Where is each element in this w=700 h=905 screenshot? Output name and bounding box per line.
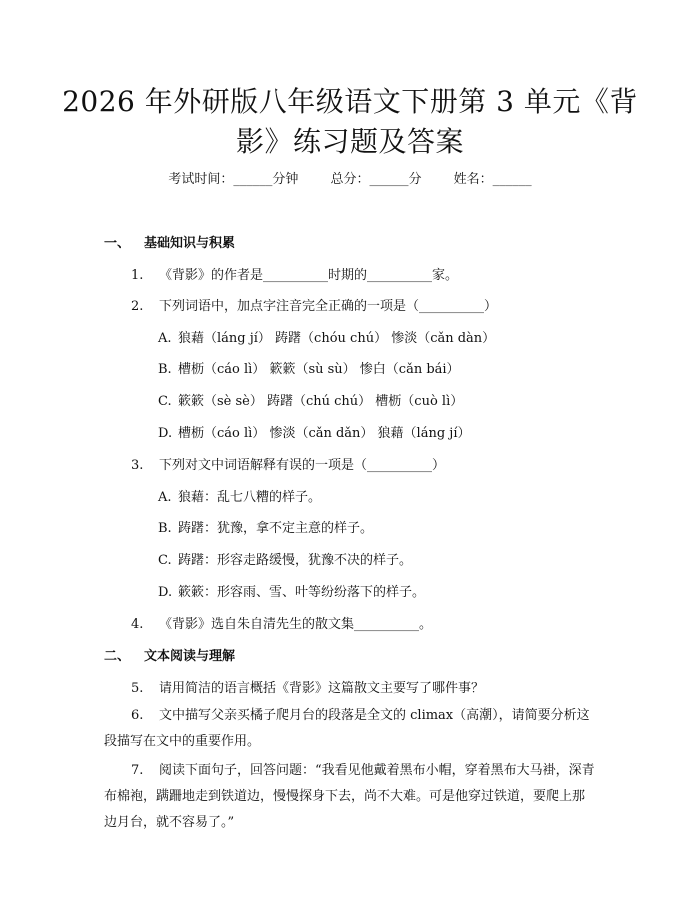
option-text: 踌躇：犹豫，拿不定主意的样子。 [178,521,374,536]
question-number: 3. [131,458,144,473]
question-text: 下列对文中词语解释有误的一项是（__________） [159,458,446,473]
question-4 [131,613,432,632]
section-heading-1 [104,232,235,251]
question-text: 阅读下面句子，回答问题：“我看见他戴着黑布小帽，穿着黑布大马褂，深青布棉袍，蹒跚地走到铁道边，慢慢探身下去，尚不大难。可是他穿过铁道，要爬上那边月台，就不容易了。” [104,763,595,830]
option-text: 簌簌（sè sè） 踌躇（chú chú） 槽枥（cuò lì） [178,394,464,409]
section-number: 二、 [104,649,131,664]
option-label: B. [158,521,172,536]
option-label: D. [158,426,173,441]
exam-score: 总分：______分 [330,172,422,187]
exam-name: 姓名：______ [453,172,532,187]
option-text: 簌簌：形容雨、雪、叶等纷纷落下的样子。 [178,585,426,600]
question-3 [131,454,445,473]
option-text: 槽枥（cáo lì） 惨淡（cǎn dǎn） 狼藉（láng jí） [178,426,471,441]
option-text: 槽枥（cáo lì） 簌簌（sù sù） 惨白（cǎn bái） [178,362,460,377]
question-number: 5. [131,681,144,696]
option-3a [158,486,321,505]
question-text: 《背影》选自朱自清先生的散文集__________。 [159,617,433,632]
question-text: 《背影》的作者是__________时期的__________家。 [159,268,459,283]
option-2a [158,327,495,346]
question-1 [131,264,458,283]
exam-meta [0,168,700,187]
option-label: D. [158,585,173,600]
option-label: A. [158,490,172,505]
section-heading-2 [104,645,235,664]
option-2d [158,422,470,441]
option-2c [158,390,463,409]
question-text: 文中描写父亲买橘子爬月台的段落是全文的 climax（高潮），请简要分析这段描写在文中的重要作用。 [104,708,590,749]
question-number: 6. [131,708,144,723]
title-line-1: 2026 年外研版八年级语文下册第 3 单元《背 [62,85,638,118]
section-title: 基础知识与积累 [144,236,236,251]
option-label: C. [158,553,172,568]
exam-time: 考试时间：______分钟 [168,172,299,187]
section-number: 一、 [104,236,131,251]
title-line-2: 影》练习题及答案 [235,125,464,158]
question-7 [104,758,596,836]
question-6 [104,703,596,755]
question-text: 请用简洁的语言概括《背影》这篇散文主要写了哪件事？ [159,681,485,696]
document-title [60,82,640,162]
question-number: 7. [131,763,144,778]
option-3c [158,549,412,568]
section-title: 文本阅读与理解 [144,649,236,664]
option-text: 狼藉（láng jí） 踌躇（chóu chú） 惨淡（cǎn dàn） [178,331,496,346]
question-number: 2. [131,299,144,314]
question-text: 下列词语中，加点字注音完全正确的一项是（__________） [159,299,498,314]
option-3b [158,517,373,536]
option-label: C. [158,394,172,409]
option-label: B. [158,362,172,377]
option-text: 踌躇：形容走路缓慢，犹豫不决的样子。 [178,553,413,568]
question-number: 4. [131,617,144,632]
option-3d [158,581,425,600]
option-text: 狼藉：乱七八糟的样子。 [178,490,322,505]
question-5 [131,677,484,696]
question-number: 1. [131,268,144,283]
question-2 [131,295,497,314]
option-label: A. [158,331,172,346]
option-2b [158,358,460,377]
